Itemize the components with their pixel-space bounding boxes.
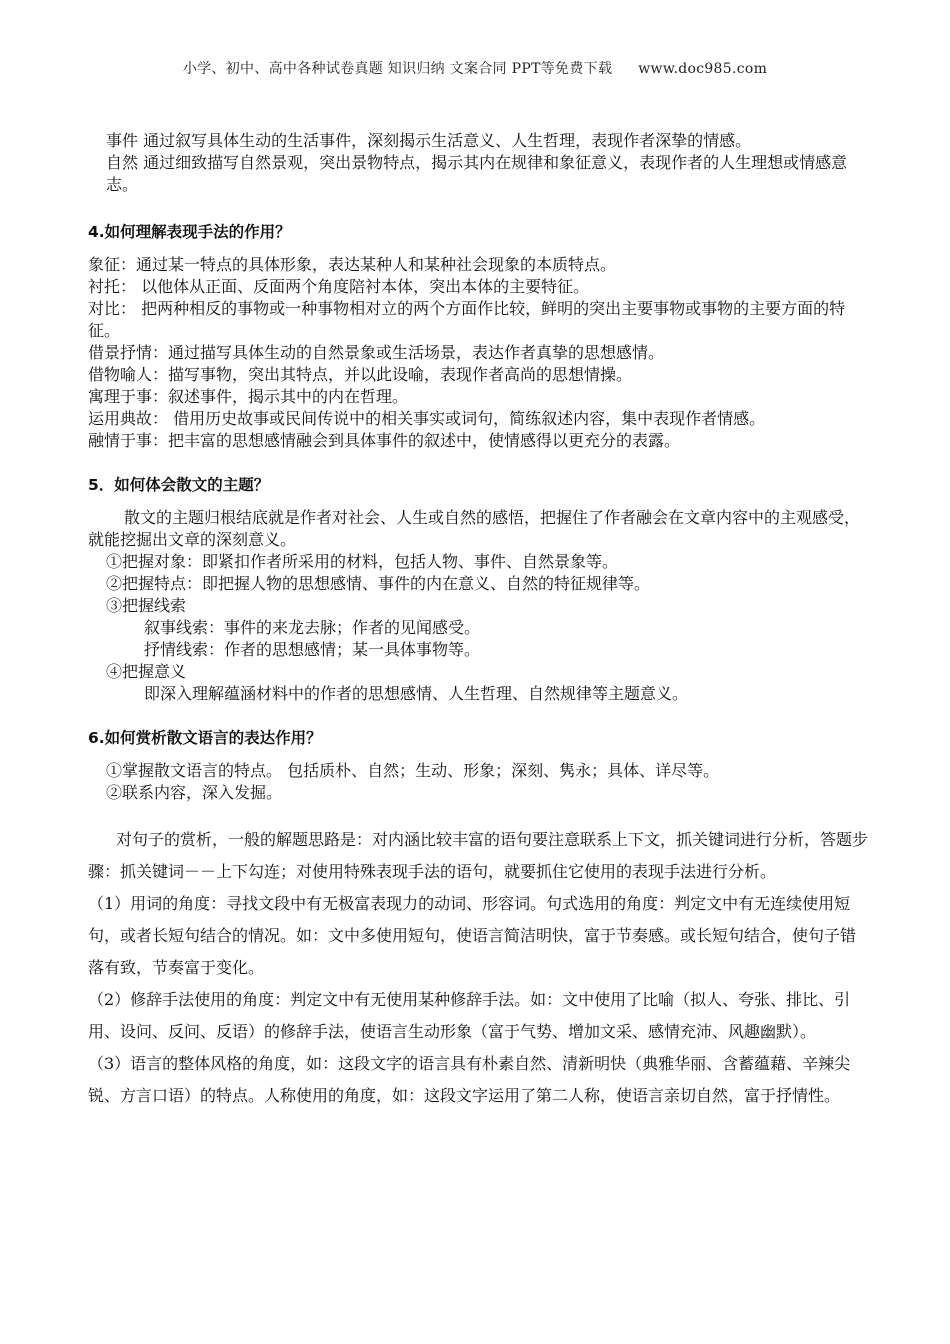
list-item: 借景抒情：通过描写具体生动的自然景象或生活场景，表达作者真挚的思想感情。 xyxy=(88,343,665,362)
main-content xyxy=(88,130,868,1112)
section-5-title: 5．如何体会散文的主题？ xyxy=(88,476,270,494)
analysis-point-2: （2）修辞手法使用的角度：判定文中有无使用某种修辞手法。如：文中使用了比喻（拟人、夸张、排比、引用、设问、反问、反语）的修辞手法，使语言生动形象（富于气势、增加文采、感情充沛、风趣幽默）。 xyxy=(88,990,851,1041)
analysis-intro: 对句子的赏析，一般的解题思路是：对内涵比较丰富的语句要注意联系上下文，抓关键词进行分析，答题步骤：抓关键词－－上下勾连；对使用特殊表现手法的语句，就要抓住它使用的表现手法进行分析。 xyxy=(88,830,869,881)
list-item: 对比： 把两种相反的事物或一种事物相对立的两个方面作比较，鲜明的突出主要事物或事物的主要方面的特征。 xyxy=(88,299,846,340)
analysis-block xyxy=(88,824,868,1112)
header-url[interactable]: www.doc985.com xyxy=(638,61,768,77)
section-5-point-1: ①把握对象：即紧扣作者所采用的材料，包括人物、事件、自然景象等。 xyxy=(106,552,619,571)
list-item: 借物喻人：描写事物，突出其特点，并以此设喻，表现作者高尚的思想情操。 xyxy=(88,365,633,384)
section-5-point-4a: 即深入理解蕴涵材料中的作者的思想感情、人生哲理、自然规律等主题意义。 xyxy=(144,684,689,703)
analysis-point-1: （1）用词的角度：寻找文段中有无极富表现力的动词、形容词。句式选用的角度：判定文中有无连续使用短句，或者长短句结合的情况。如：文中多使用短句，使语言简洁明快，富于节奏感。或长短句结合，使句子错落有致，节奏富于变化。 xyxy=(88,894,857,977)
list-item: 融情于事：把丰富的思想感情融会到具体事件的叙述中，使情感得以更充分的表露。 xyxy=(88,431,681,450)
section-5-point-3: ③把握线索 xyxy=(106,596,187,615)
section-6-point-1: ①掌握散文语言的特点。 包括质朴、自然；生动、形象；深刻、隽永；具体、详尽等。 xyxy=(106,761,720,780)
section-4-title: 4.如何理解表现手法的作用？ xyxy=(88,223,291,241)
section-5-point-3a: 叙事线索：事件的来龙去脉；作者的见闻感受。 xyxy=(144,618,481,637)
section-5-intro: 散文的主题归根结底就是作者对社会、人生或自然的感悟，把握住了作者融会在文章内容中的主观感受，就能挖掘出文章的深刻意义。 xyxy=(88,508,861,549)
analysis-point-3: （3）语言的整体风格的角度，如：这段文字的语言具有朴素自然、清新明快（典雅华丽、含蓄蕴藉、辛辣尖锐、方言口语）的特点。人称使用的角度，如：这段文字运用了第二人称，使语言亲切自然，富于抒情性。 xyxy=(88,1054,851,1105)
section-6-title: 6.如何赏析散文语言的表达作用？ xyxy=(88,729,322,747)
list-item: 寓理于事：叙述事件，揭示其中的内在哲理。 xyxy=(88,387,409,406)
section-5-point-3b: 抒情线索：作者的思想感情；某一具体事物等。 xyxy=(144,640,481,659)
section-4-list xyxy=(88,254,868,452)
list-item: 衬托： 以他体从正面、反面两个角度陪衬本体，突出本体的主要特征。 xyxy=(88,277,590,296)
section-5-point-2: ②把握特点：即把握人物的思想感情、事件的内在意义、自然的特征规律等。 xyxy=(106,574,651,593)
section-5-point-4: ④把握意义 xyxy=(106,662,187,681)
intro-nature: 自然 通过细致描写自然景观，突出景物特点，揭示其内在规律和象征意义，表现作者的人生理想或情感意志。 xyxy=(106,153,848,194)
section-6-point-2: ②联系内容，深入发掘。 xyxy=(106,783,283,802)
intro-event: 事件 通过叙写具体生动的生活事件，深刻揭示生活意义、人生哲理，表现作者深挚的情感。 xyxy=(106,131,752,150)
list-item: 运用典故： 借用历史故事或民间传说中的相关事实或词句，简练叙述内容，集中表现作者情感。 xyxy=(88,409,766,428)
list-item: 象征：通过某一特点的具体形象，表达某种人和某种社会现象的本质特点。 xyxy=(88,255,617,274)
header-text: 小学、初中、高中各种试卷真题 知识归纳 文案合同 PPT等免费下载 xyxy=(182,61,613,77)
page-header xyxy=(0,58,950,78)
